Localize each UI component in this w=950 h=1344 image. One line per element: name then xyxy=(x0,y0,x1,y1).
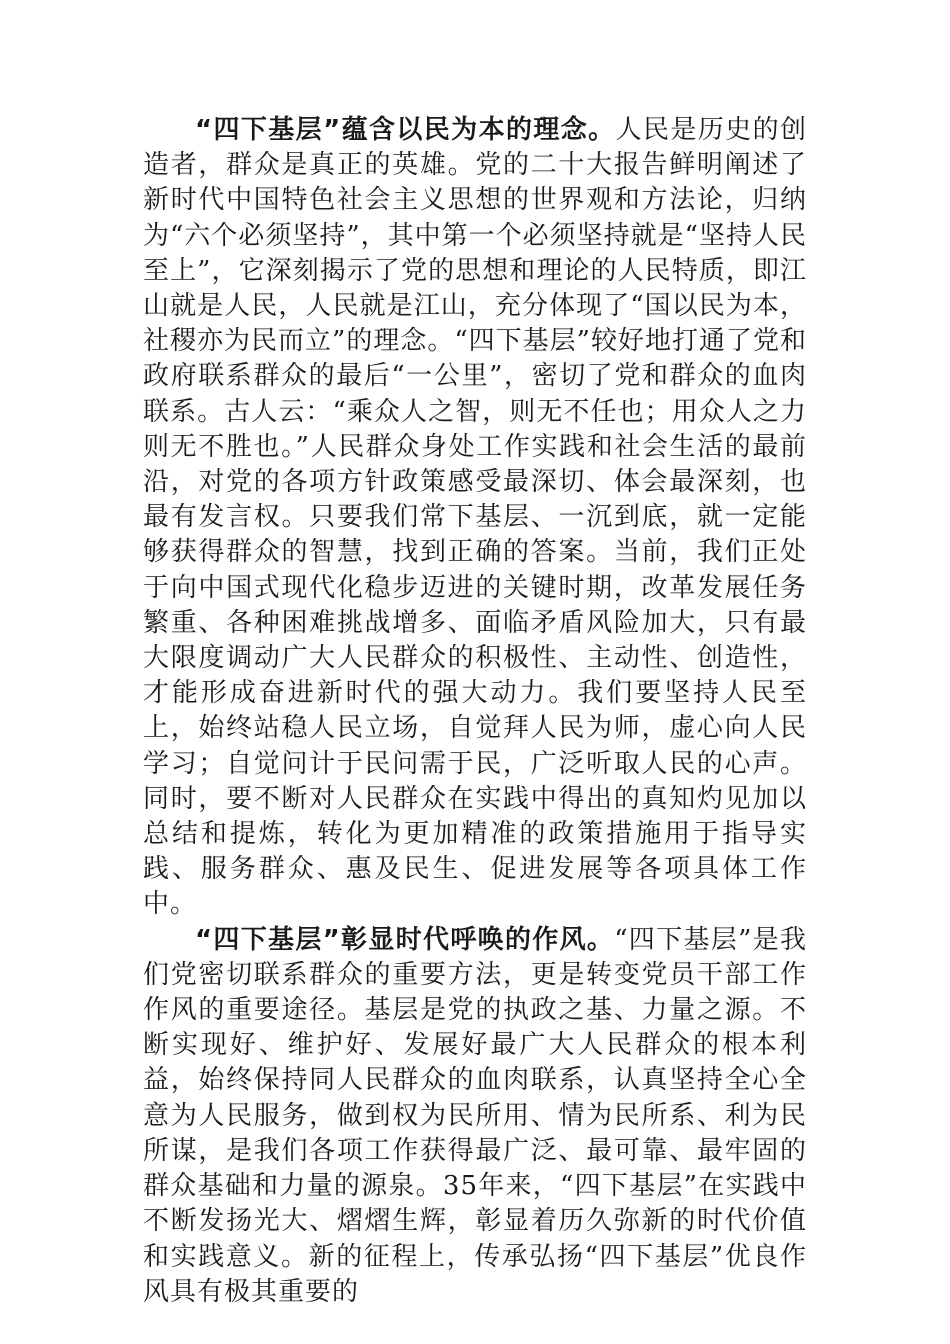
paragraph-work-style xyxy=(143,923,807,1310)
paragraph-text: 人民是历史的创造者，群众是真正的英雄。党的二十大报告鲜明阐述了新时代中国特色社会主义思想的世界观和方法论，归纳为“六个必须坚持”，其中第一个必须坚持就是“坚持人民至上”，它深刻揭示了党的思想和理论的人民特质，即江山就是人民，人民就是江山，充分体现了“国以民为本，社稷亦为民而立”的理念。“四下基层”较好地打通了党和政府联系群众的最后“一公里”，密切了党和群众的血肉联系。古人云：“乘众人之智，则无不任也；用众人之力则无不胜也。”人民群众身处工作实践和社会生活的最前沿，对党的各项方针政策感受最深切、体会最深刻，也最有发言权。只要我们常下基层、一沉到底，就一定能够获得群众的智慧，找到正确的答案。当前，我们正处于向中国式现代化稳步迈进的关键时期，改革发展任务繁重、各种困难挑战增多、面临矛盾风险加大，只有最大限度调动广大人民群众的积极性、主动性、创造性，才能形成奋进新时代的强大动力。我们要坚持人民至上，始终站稳人民立场，自觉拜人民为师，虚心向人民学习；自觉问计于民问需于民，广泛听取人民的心声。同时，要不断对人民群众在实践中得出的真知灼见加以总结和提炼，转化为更加精准的政策措施用于指导实践、服务群众、惠及民生、促进发展等各项具体工作中。 xyxy=(143,115,807,920)
document-body xyxy=(143,113,807,1310)
paragraph-heading: “四下基层”彰显时代呼唤的作风。 xyxy=(195,924,615,955)
paragraph-people-centered xyxy=(143,113,807,923)
paragraph-heading: “四下基层”蕴含以民为本的理念。 xyxy=(195,115,616,145)
paragraph-text: “四下基层”是我们党密切联系群众的重要方法，更是转变党员干部工作作风的重要途径。基层是党的执政之基、力量之源。不断实现好、维护好、发展好最广大人民群众的根本利益，始终保持同人民群众的血肉联系，认真坚持全心全意为人民服务，做到权为民所用、情为民所系、利为民所谋，是我们各项工作获得最广泛、最可靠、最牢固的群众基础和力量的源泉。35年来，“四下基层”在实践中不断发扬光大、熠熠生辉，彰显着历久弥新的时代价值和实践意义。新的征程上，传承弘扬“四下基层”优良作风具有极其重要的 xyxy=(143,924,807,1307)
